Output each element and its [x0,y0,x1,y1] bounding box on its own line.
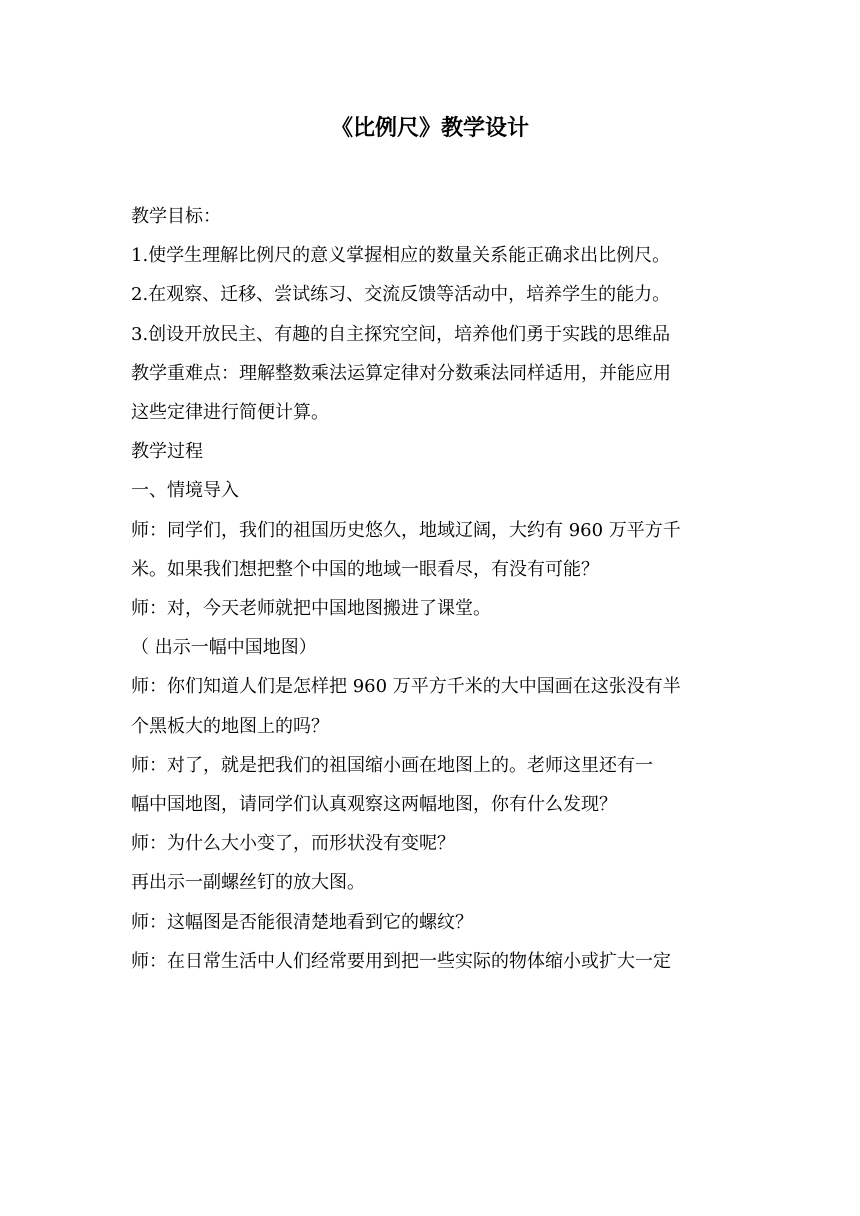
document-body [131,197,731,981]
text-line: 1.使学生理解比例尺的意义掌握相应的数量关系能正确求出比例尺。 [131,245,671,267]
text-line: 米。如果我们想把整个中国的地域一眼看尽，有没有可能？ [131,558,599,580]
text-line: 教学目标： [131,206,221,227]
text-line: 教学过程 [131,441,203,463]
text-line: 师：同学们，我们的祖国历史悠久，地域辽阔，大约有 960 万平方千 [131,519,681,541]
text-line: 师：在日常生活中人们经常要用到把一些实际的物体缩小或扩大一定 [131,950,671,972]
text-line: 教学重难点：理解整数乘法运算定律对分数乘法同样适用，并能应用 [131,362,671,384]
text-line: 幅中国地图，请同学们认真观察这两幅地图，你有什么发现？ [131,794,617,816]
text-line: 一、情境导入 [131,480,239,502]
text-line: （ 出示一幅中国地图） [131,637,317,659]
document-title: 《比例尺》教学设计 [330,115,529,141]
text-line: 3.创设开放民主、有趣的自主探究空间，培养他们勇于实践的思维品 [131,323,671,345]
text-line: 师：对，今天老师就把中国地图搬进了课堂。 [131,598,491,620]
text-line: 个黑板大的地图上的吗？ [131,715,329,737]
text-line: 师：你们知道人们是怎样把 960 万平方千米的大中国画在这张没有半 [131,676,681,698]
text-line: 这些定律进行简便计算。 [131,402,329,424]
text-line: 2.在观察、迁移、尝试练习、交流反馈等活动中，培养学生的能力。 [131,284,671,306]
text-line: 师：对了，就是把我们的祖国缩小画在地图上的。老师这里还有一 [131,754,653,776]
text-line: 再出示一副螺丝钉的放大图。 [131,872,365,894]
text-line: 师：为什么大小变了，而形状没有变呢？ [131,833,455,855]
text-line: 师：这幅图是否能很清楚地看到它的螺纹？ [131,911,473,933]
